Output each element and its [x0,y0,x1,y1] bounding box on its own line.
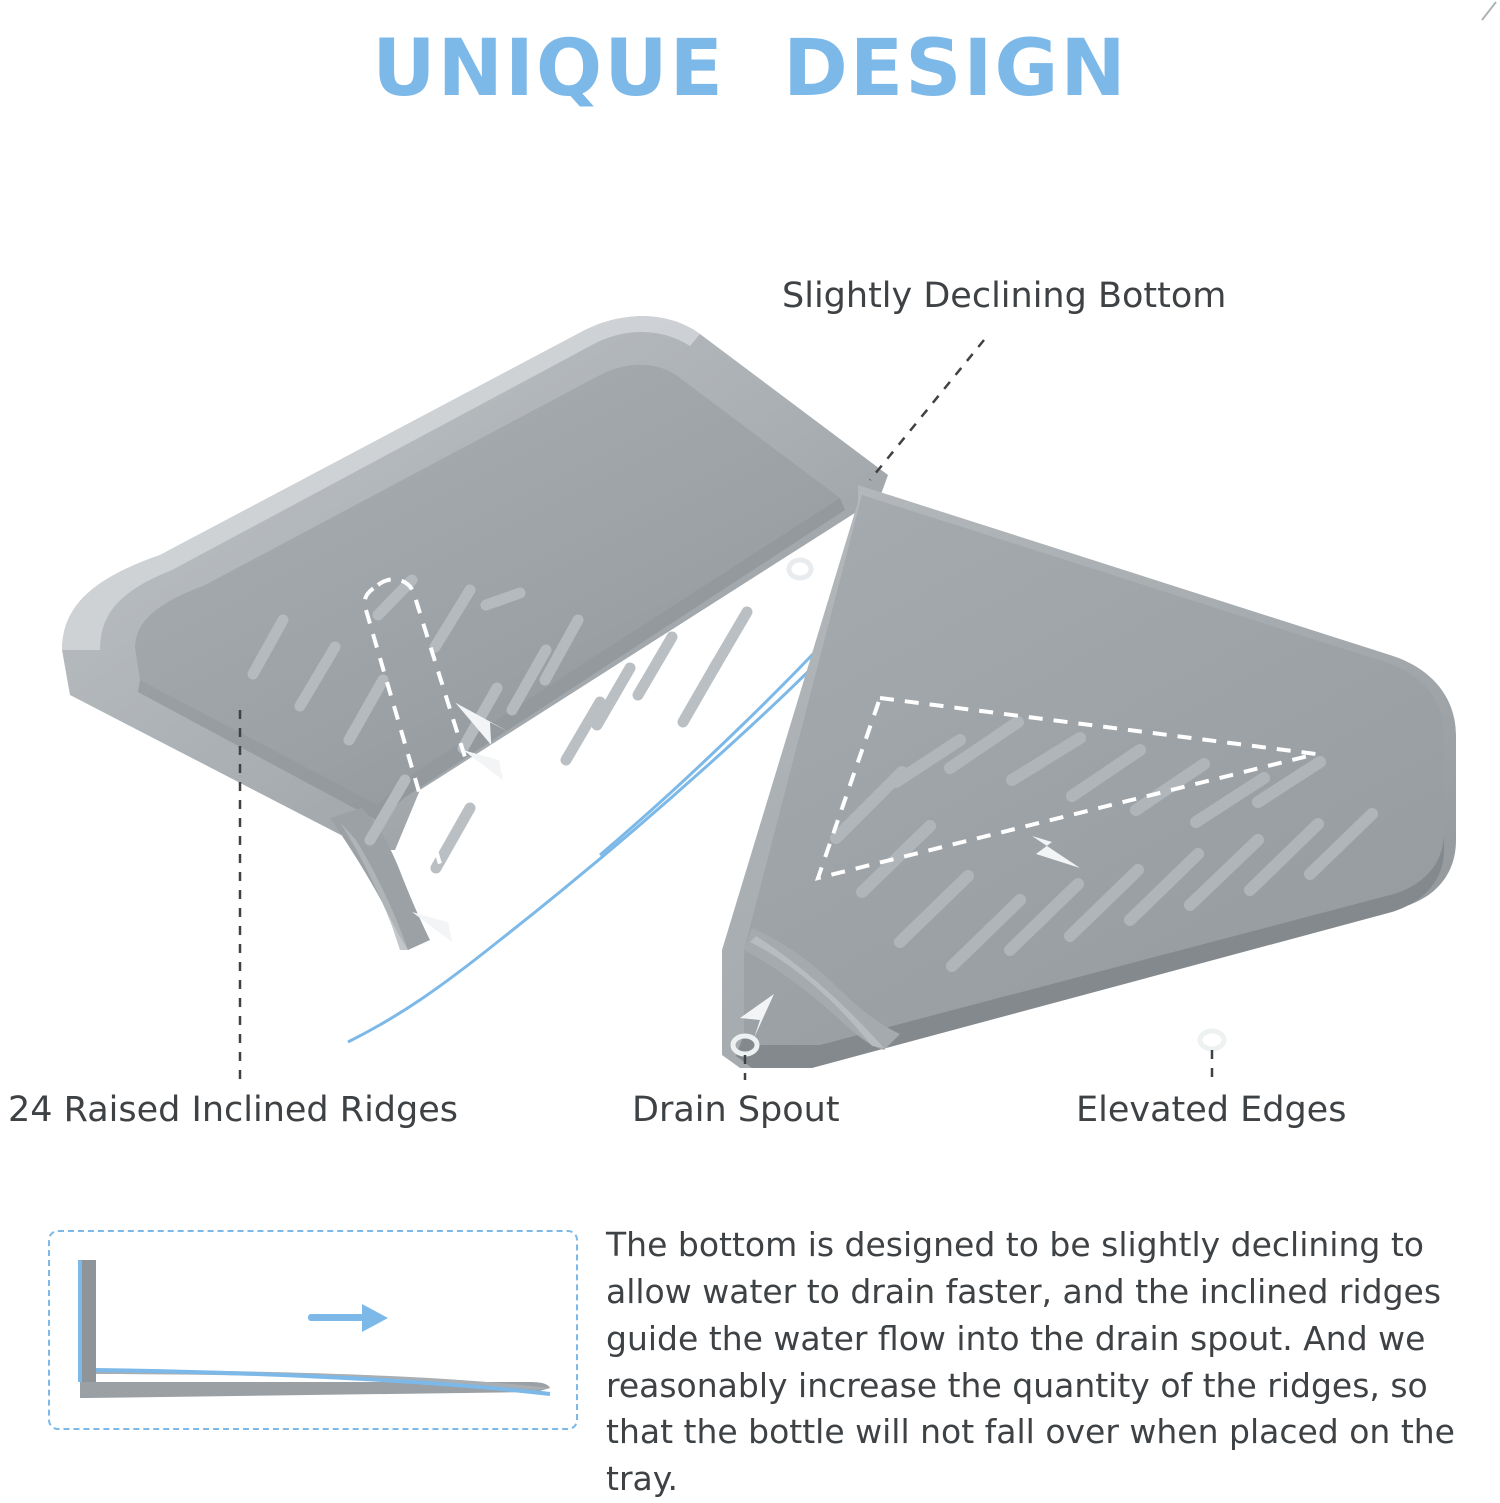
callout-elevated-edges: Elevated Edges [1076,1090,1347,1130]
tray-right-piece [718,480,1458,1080]
corner-mark [1480,0,1500,22]
declining-bottom-diagram [48,1230,578,1430]
page-title: UNIQUE DESIGN [372,24,1128,114]
bottom-section [0,1222,1500,1499]
product-illustration [0,150,1500,1170]
callout-drain-spout: Drain Spout [632,1090,840,1130]
callout-slightly-declining-bottom: Slightly Declining Bottom [782,276,1227,316]
description-text: The bottom is designed to be slightly declining to allow water to drain faster, and the inclined ridges guide the water flow into the drain spout. And we reasonably increase the quantity of the ridges, so that the bottle will not fall over when placed on the tray. [606,1225,1455,1499]
callout-raised-inclined-ridges: 24 Raised Inclined Ridges [8,1090,458,1130]
elevated-edge-hole [1200,1031,1224,1049]
